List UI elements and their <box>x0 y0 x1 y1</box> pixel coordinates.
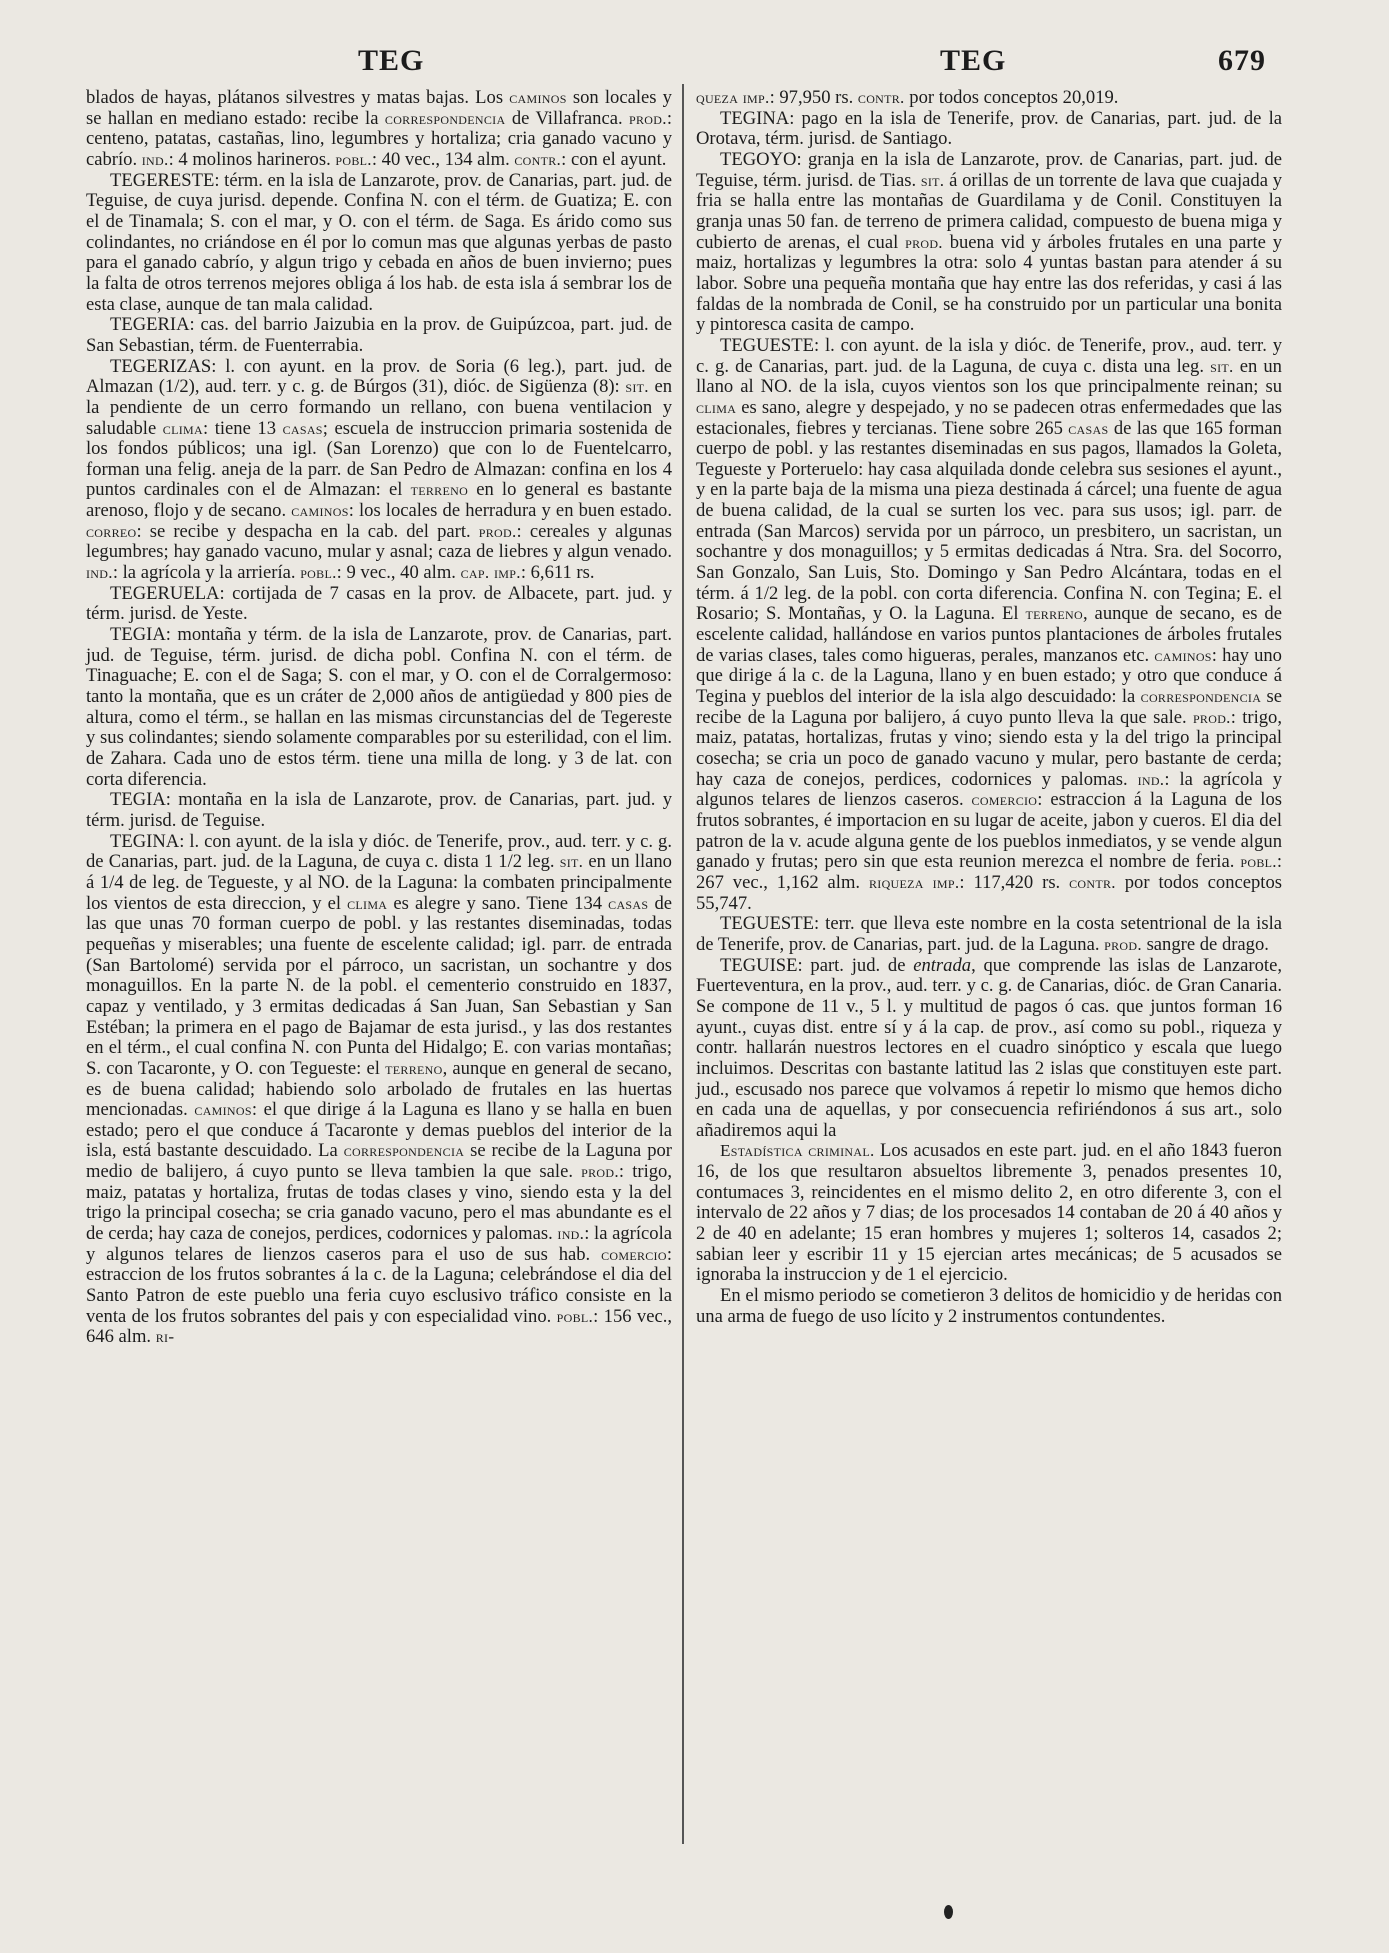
entry-headword: TEGERIZAS <box>110 355 212 377</box>
entry-text: se recibe de la Laguna por balijero, á cuyo punto lleva la que sale. <box>696 686 1282 728</box>
entry-cont <box>86 88 672 171</box>
entry-text: : estraccion á la Laguna de los frutos sobrantes, é importacion en su lugar de aceite, jabon y cueros. El dia del patron de la v. acude alguna gente de los pueblos inmediatos, y se vende algun ganado y frutas; pero sin que esta reunion merezca el nombre de feria. <box>696 789 1282 873</box>
entry-tegina-pago <box>696 109 1282 150</box>
small-caps-term: prod. <box>478 521 517 541</box>
entry-text: : part. jud. de <box>797 954 914 976</box>
entry-text: por todos conceptos 55,747. <box>696 871 1283 914</box>
entry-text: en la pendiente de un cerro formando un rellano, con buena ventilacion y saludable <box>86 376 672 439</box>
small-caps-term: contr. <box>857 88 905 107</box>
ink-blot <box>944 1905 953 1919</box>
small-caps-term: cap. imp. <box>460 563 521 583</box>
entry-tegerizas <box>86 357 672 584</box>
entry-text: : l. con ayunt. de la isla y dióc. de Tenerife, prov., aud. terr. y c. g. de Canarias, part. jud. de la Laguna, de cuya c. dista una leg. <box>696 334 1282 377</box>
small-caps-term: pobl. <box>300 563 337 583</box>
small-caps-term: correo <box>86 521 137 541</box>
entry-text: : trigo, maiz, patatas, hortalizas, frutas y vino; siendo esta y la del trigo la principal cosecha; se cria un poco de ganado vacuno y mular, pero bastante de cerda; hay caza de conejos, perdices, codornices y palomas. <box>696 706 1282 790</box>
page-number: 679 <box>1218 44 1266 77</box>
small-caps-term: prod. <box>905 232 943 252</box>
entry-text: : el que dirige á la Laguna es llano y se halla en buen estado; pero el que conduce á Tacaronte y demas pueblos del interior de la isla, está bastante descuidado. La <box>86 1099 672 1162</box>
small-caps-term: casas <box>1068 418 1109 438</box>
entry-tegoyo <box>696 150 1282 336</box>
italic-term: entrada <box>913 954 972 976</box>
entry-text: : granja en la isla de Lanzarote, prov. de Canarias, part. jud. de Teguise, térm. jurisd. de Tias. <box>696 148 1282 191</box>
small-caps-term: ind. <box>141 149 169 169</box>
entry-text: : la agrícola y la arriería. <box>112 562 301 584</box>
entry-text: de las que 165 forman cuerpo de pobl. y las restantes diseminadas en sus pagos, llamados la Goleta, Tegueste y Porteruelo: hay casa alquilada donde celebra sus sesiones el ayunt., y en la parte baja de la misma una pieza destinada á cárcel; una fuente de agua de buena calidad, de la cual se surten los vec. para sus usos; igl. parr. de entrada (San Marcos) servida por un párroco, un presbitero, un sacristan, un sochantre y dos monaguillos; y 5 ermitas dedicadas á Ntra. Sra. del Socorro, San Gonzalo, San Luis, Sto. Domingo y San Pedro Alcántara, todas en el térm. á 1/2 leg. de la pobl. con corta diferencia. Confina N. con Tegina; E. el Rosario; S. Montañas, y O. la Laguna. El <box>696 417 1282 625</box>
entry-headword: TEGIA <box>110 624 166 646</box>
small-caps-term: prod. <box>629 108 667 128</box>
small-caps-term: caminos <box>509 88 567 107</box>
small-caps-term: Estadística criminal. <box>720 1141 875 1161</box>
small-caps-term: prod. <box>1104 934 1142 954</box>
entry-tegeria <box>86 315 672 356</box>
entry-text: sangre de drago. <box>1141 933 1269 955</box>
small-caps-term: clima <box>696 397 737 417</box>
entry-text: : 4 molinos harineros. <box>168 148 336 170</box>
entry-text: Los acusados en este part. jud. en el año 1843 fueron 16, de los que resultaron absueltos libremente 3, penados presentes 10, contumaces 3, reincidentes en el mismo delito 2, en otro diferente 3, con el intervalo de 22 años y 7 dias; de los procesados 14 contaban de 20 á 40 años y 2 de 40 en adelante; 15 eran hombres y mujeres 1; solteros 14, casados 2; sabian leer y escribir 11 y 15 ejercian artes mecánicas; de 5 acusados se ignoraba la instruccion y de 1 el ejercicio. <box>696 1140 1282 1286</box>
small-caps-term: correspondencia <box>343 1141 465 1161</box>
entry-text: : 117,420 rs. <box>959 871 1070 893</box>
entry-delitos <box>696 1286 1282 1327</box>
small-caps-term: ri- <box>155 1327 175 1347</box>
entry-text: : centeno, patatas, castañas, lino, legumbres y hortaliza; cria ganado vacuno y cabrío. <box>86 107 672 170</box>
entry-text: : se recibe y despacha en la cab. del part. <box>136 520 479 542</box>
entry-estadistica <box>696 1141 1282 1286</box>
small-caps-term: prod. <box>1192 707 1231 727</box>
entry-text: : con el ayunt. <box>561 148 667 170</box>
small-caps-term: queza imp. <box>696 88 770 107</box>
small-caps-term: caminos <box>1154 645 1212 665</box>
entry-headword: TEGUESTE <box>720 913 814 935</box>
entry-text: es sano, alegre y despejado, y no se padecen otras enfermedades que las estacionales, fiebres y tercianas. Tiene sobre 265 <box>696 396 1282 439</box>
entry-headword: TEGERUELA <box>110 582 220 604</box>
entry-text: en un llano al NO. de la isla, cuyos vientos son los que principalmente reinan; su <box>696 355 1282 398</box>
entry-text: : hay uno que dirige á la c. de la Laguna, llano y en buen estado; y otro que conduce á Tegina y pueblos del interior de la isla algo descuidado: la <box>696 644 1282 708</box>
small-caps-term: pobl. <box>1240 852 1277 872</box>
small-caps-term: caminos <box>291 501 349 521</box>
small-caps-term: sit. <box>559 852 584 872</box>
entry-text: : cas. del barrio Jaizubia en la prov. de Guipúzcoa, part. jud. de San Sebastian, térm. de Fuenterrabia. <box>86 314 672 356</box>
small-caps-term: riqueza imp. <box>868 872 960 892</box>
entry-headword: TEGUESTE <box>720 334 814 356</box>
entry-text: : la agrícola y algunos telares de lienzos caseros para el uso de sus hab. <box>86 1223 672 1265</box>
entry-tegia1 <box>86 625 672 790</box>
entry-text: : terr. que lleva este nombre en la costa setentrional de la isla de Tenerife, prov. de Canarias, part. jud. de la Laguna. <box>696 913 1282 955</box>
entry-tegueste-l <box>696 336 1282 914</box>
entry-text: : 9 vec., 40 alm. <box>336 562 461 584</box>
entry-text: á orillas de un torrente de lava que cuajada y fria se halla entre las montañas de Guardilama y de Conil. Constituyen la granja unas 50 fan. de terreno de primera calidad, compuesto de buena miga y cubierto de arenas, el cual <box>696 169 1282 253</box>
entry-text: : 40 vec., 134 alm. <box>371 148 515 170</box>
entry-text: en un llano á 1/4 de leg. de Tegueste, y al NO. de la Laguna: la combaten principalmente los vientos de esta direccion, y el <box>86 851 672 914</box>
entry-text: , que comprende las islas de Lanzarote, Fuerteventura, en la prov., aud. terr. y c. g. de Canarias, dióc. de Gran Canaria. Se compone de 11 v., 5 l. y multitud de pagos ó cas. que juntos forman 16 ayunt., cuyas dist. entre sí y á la cap. de prov., así como su pobl., riqueza y contr. hallarán nuestros lectores en el cuadro sinóptico y escala que luego incluimos. Descritas con bastante latitud las 2 islas que constituyen este part. jud., escusado nos parece que volvamos á repetir lo mismo que hemos dicho en cada una de aquellas, y por consecuencia refiriéndonos á sus art., solo añadiremos aqui la <box>696 954 1282 1141</box>
entry-text: : 6,611 rs. <box>520 562 595 584</box>
right-column <box>696 88 1282 1327</box>
running-head-right: TEG <box>940 44 1007 77</box>
running-head-left: TEG <box>358 44 425 77</box>
left-column <box>86 88 672 1348</box>
small-caps-term: correspondencia <box>1140 687 1262 707</box>
entry-text: buena vid y árboles frutales en una parte y maiz, hortalizas y legumbres la otra: solo 4 yuntas bastan para atender á su labor. Sobre una pequeña montaña que hay entre las dos referidas, y casi á las faldas de la nombrada de Conil, se ha construido por un particular una bonita y pintoresca casita de campo. <box>696 231 1283 336</box>
entry-headword: TEGUISE <box>720 954 798 976</box>
entry-text: : cortijada de 7 casas en la prov. de Albacete, part. jud. y térm. jurisd. de Yeste. <box>86 582 672 625</box>
small-caps-term: comercio <box>601 1244 667 1264</box>
small-caps-term: ind. <box>1137 769 1165 789</box>
entry-text: : estraccion de los frutos sobrantes á la c. de la Laguna; celebrándose el dia del Santo Patron de este pueblo una feria cuyo esclusivo tráfico consiste en la venta de los frutos sobrantes del pais y con especialidad vino. <box>86 1243 672 1327</box>
small-caps-term: contr. <box>1069 872 1116 892</box>
entry-text: : cereales y algunas legumbres; hay ganado vacuno, mular y asnal; caza de liebres y algun venado. <box>86 520 672 563</box>
entry-tegia2 <box>86 790 672 831</box>
entry-text: en lo general es bastante arenoso, flojo y de secano. <box>86 479 673 522</box>
entry-headword: TEGINA <box>720 107 790 129</box>
entry-cont-r <box>696 88 1282 109</box>
entry-text: : montaña y térm. de la isla de Lanzarote, prov. de Canarias, part. jud. de Teguise, térm. jurisd. de dicha pobl. Confina N. con el térm. de Tinaguache; E. con el de Saga; S. con el mar, y O. con el de Corralgermoso: tanto la montaña, que es un cráter de 2,000 años de antigüedad y 800 pies de altura, como el térm., se hallan en las mismas circunstancias del de Tegereste y sus colindantes; siendo solamente comparables por su esterilidad, con el lim. de Zahara. Cada uno de estos térm. tiene una milla de long. y 3 de lat. con corta diferencia. <box>86 624 672 790</box>
entry-text: es alegre y sano. Tiene 134 <box>387 892 609 914</box>
entry-teguise <box>696 956 1282 1142</box>
column-divider <box>682 84 684 1844</box>
entry-text: de Villafranca. <box>505 107 630 129</box>
entry-headword: TEGOYO <box>720 148 797 170</box>
entry-headword: TEGERESTE <box>110 169 215 191</box>
small-caps-term: clima <box>162 418 203 438</box>
small-caps-term: clima <box>347 893 388 913</box>
entry-headword: TEGINA <box>110 830 180 852</box>
entry-text: , aunque en general de secano, es de buena calidad; habiendo solo arbolado de frutales en las huertas mencionadas. <box>86 1057 672 1121</box>
entry-text: : trigo, maiz, patatas y hortaliza, frutas de todas clases y vino, siendo esta y la del trigo la principal cosecha; se cria ganado vacuno, pero el mas abundante es el de cerda; hay caza de conejos, perdices, codornices y palomas. <box>86 1161 672 1245</box>
small-caps-term: comercio <box>971 790 1038 810</box>
entry-text: : l. con ayunt. de la isla y dióc. de Tenerife, prov., aud. terr. y c. g. de Canarias, part. jud. de la Laguna, de cuya c. dista 1 1/2 leg. <box>86 830 672 873</box>
small-caps-term: terreno <box>410 480 469 500</box>
small-caps-term: sit. <box>920 170 945 190</box>
small-caps-term: terreno <box>385 1058 443 1078</box>
small-caps-term: casas <box>608 893 649 913</box>
entry-text: blados de hayas, plátanos silvestres y matas bajas. Los <box>86 87 510 108</box>
entry-tegina-l <box>86 832 672 1348</box>
entry-text: se recibe de la Laguna por medio de balijero, á cuyo punto se lleva tambien la que sale. <box>86 1140 672 1183</box>
small-caps-term: prod. <box>581 1162 619 1182</box>
entry-tegueste-terr <box>696 914 1282 955</box>
entry-text: : l. con ayunt. en la prov. de Soria (6 leg.), part. jud. de Almazan (1/2), aud. terr. y c. g. de Búrgos (31), dióc. de Sigüenza (8): <box>86 355 672 398</box>
entry-text: : 97,950 rs. <box>769 87 858 108</box>
small-caps-term: sit. <box>625 377 649 397</box>
small-caps-term: sit. <box>1210 356 1234 376</box>
entry-headword: TEGIA <box>110 789 166 811</box>
entry-headword: TEGERIA <box>110 314 190 336</box>
small-caps-term: terreno <box>1025 604 1083 624</box>
entry-text: son locales y se hallan en mediano estado: recibe la <box>86 87 672 129</box>
small-caps-term: casas <box>282 418 323 438</box>
entry-text: : térm. en la isla de Lanzarote, prov. de Canarias, part. jud. de Teguise, de cuya jurisd. depende. Confina N. con el térm. de Guatiza; E. con el de Tinamala; S. con el mar, y O. con el térm. de Saga. Es árido como sus colindantes, no criándose en él por lo comun mas que algunas yerbas de pasto para el ganado cabrío, y algun trigo y cebada en años de buen invierno; pues la falta de otros terrenos mejores obliga á los hab. de esta isla á sembrar los de esta clase, aunque de tan mala calidad. <box>86 169 672 315</box>
small-caps-term: ind. <box>86 563 113 583</box>
small-caps-term: correspondencia <box>384 108 506 128</box>
entry-text: : 267 vec., 1,162 alm. <box>696 851 1282 893</box>
entry-text: : montaña en la isla de Lanzarote, prov. de Canarias, part. jud. y térm. jurisd. de Teguise. <box>86 789 672 831</box>
small-caps-term: pobl. <box>556 1306 594 1326</box>
entry-text: : pago en la isla de Tenerife, prov. de Canarias, part. jud. de la Orotava, térm. jurisd. de Santiago. <box>696 107 1282 150</box>
small-caps-term: pobl. <box>335 149 372 169</box>
small-caps-term: contr. <box>514 149 562 169</box>
small-caps-term: ind. <box>557 1224 585 1244</box>
entry-text: de las que unas 70 forman cuerpo de pobl. y las restantes diseminadas, todas pequeñas y miserables; una fuente de escelente calidad; igl. parr. de entrada (San Bartolomé) servida por el párroco, un sacristan, un sochantre y dos monaguillos. En la parte N. de la pobl. el cementerio construido en 1837, capaz y ventilado, y 3 ermitas dedicadas á San Juan, San Sebastian y San Estéban; la primera en el pago de Bajamar de esta jurisd., y las dos restantes en el térm., el cual confina N. con Punta del Hidalgo; E. con varias montañas; S. con Tacaronte, y O. con Tegueste: el <box>86 892 672 1079</box>
entry-tegereste <box>86 171 672 316</box>
entry-text: En el mismo periodo se cometieron 3 delitos de homicidio y de heridas con una arma de fuego de uso lícito y 2 instrumentos contundentes. <box>696 1285 1282 1327</box>
entry-text: : la agrícola y algunos telares de lienzos caseros. <box>696 768 1283 811</box>
entry-text: , aunque de secano, es de escelente calidad, hallándose en varios puntos plantaciones de árboles frutales de varias clases, tales como higueras, perales, manzanos etc. <box>696 603 1282 666</box>
entry-text: ; escuela de instruccion primaria sostenida de los fondos públicos; una igl. (San Lorenzo) que con lo de Fuentelcarro, forman una felig. aneja de la parr. de San Pedro de Almazan: confina en los 4 puntos cardinales con el de Almazan: el <box>86 417 672 501</box>
entry-tegeruela <box>86 584 672 625</box>
entry-text: por todos conceptos 20,019. <box>904 87 1119 108</box>
entry-text: : 156 vec., 646 alm. <box>86 1305 673 1348</box>
entry-text: : tiene 13 <box>202 417 283 439</box>
entry-text: : los locales de herradura y en buen estado. <box>348 500 673 522</box>
small-caps-term: caminos <box>194 1100 252 1120</box>
